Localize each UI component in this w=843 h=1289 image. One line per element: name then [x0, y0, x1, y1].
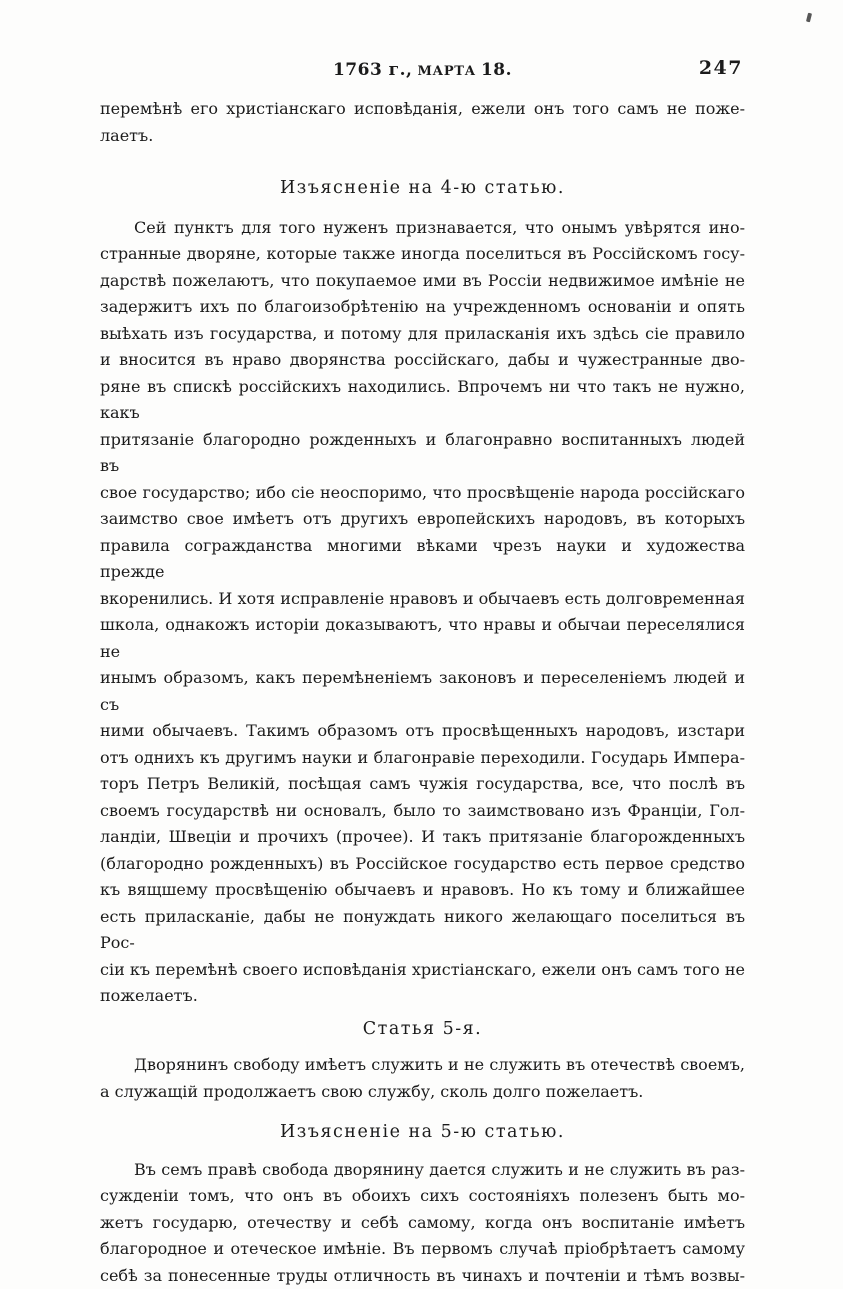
text-line: дарствѣ пожелаютъ, что покупаемое ими въ Россіи недвижимое имѣніе не [100, 268, 745, 295]
text-line: правила согражданства многими вѣками чрезъ науки и художества прежде [100, 533, 745, 586]
text-line: жетъ государю, отечеству и себѣ самому, когда онъ воспитаніе имѣетъ [100, 1210, 745, 1237]
text-line: торъ Петръ Великій, посѣщая самъ чужія государства, все, что послѣ въ [100, 771, 745, 798]
section-heading-explanation-article-4: Изъясненіе на 4-ю статью. [100, 175, 745, 202]
text-line: странные дворяне, которые также иногда поселиться въ Россійскомъ госу- [100, 241, 745, 268]
paragraph-explanation-article-4 [100, 215, 745, 1010]
text-line: и вносится въ нраво дворянства россійскаго, дабы и чужестранные дво- [100, 347, 745, 374]
text-line: есть приласканіе, дабы не понуждать никого желающаго поселиться въ Рос- [100, 904, 745, 957]
date-day: 18. [481, 60, 512, 80]
text-line: заимство свое имѣетъ отъ другихъ европейскихъ народовъ, въ которыхъ [100, 506, 745, 533]
text-line: свое государство; ибо сіе неоспоримо, что просвѣщеніе народа россійскаго [100, 480, 745, 507]
text-line: вкоренились. И хотя исправленіе нравовъ и обычаевъ есть долговременная [100, 586, 745, 613]
page-body-text [100, 96, 745, 1289]
text-line: благородное и отеческое имѣніе. Въ первомъ случаѣ пріобрѣтаетъ самому [100, 1236, 745, 1263]
paragraph-continuation [100, 96, 745, 149]
text-line: пожелаетъ. [100, 983, 745, 1010]
text-line: ряне въ спискѣ россійскихъ находились. Впрочемъ ни что такъ не нужно, какъ [100, 374, 745, 427]
text-line: къ вящшему просвѣщенію обычаевъ и нравовъ. Но къ тому и ближайшее [100, 877, 745, 904]
date-year: 1763 г., [333, 60, 413, 80]
text-line: а служащій продолжаетъ свою службу, сколь долго пожелаетъ. [100, 1079, 745, 1106]
running-head-date [100, 60, 745, 80]
paragraph-article-5 [100, 1052, 745, 1105]
section-heading-article-5: Статья 5-я. [100, 1016, 745, 1043]
page-number: 247 [699, 57, 743, 79]
text-line: ландіи, Швеціи и прочихъ (прочее). И такъ притязаніе благорожденныхъ [100, 824, 745, 851]
text-line: своемъ государствѣ ни основалъ, было то заимствовано изъ Франціи, Гол- [100, 798, 745, 825]
text-line: Сей пунктъ для того нуженъ признавается, что онымъ увѣрятся ино- [100, 215, 745, 242]
text-line: школа, однакожъ исторіи доказываютъ, что нравы и обычаи переселялися не [100, 612, 745, 665]
text-line: Въ семъ правѣ свобода дворянину дается служить и не служить въ раз- [100, 1157, 745, 1184]
text-line: перемѣнѣ его христіанскаго исповѣданія, ежели онъ того самъ не поже- [100, 96, 745, 123]
text-line: инымъ образомъ, какъ перемѣненіемъ законовъ и переселеніемъ людей и съ [100, 665, 745, 718]
text-line: сіи къ перемѣнѣ своего исповѣданія христіанскаго, ежели онъ самъ того не [100, 957, 745, 984]
text-line: задержитъ ихъ по благоизобрѣтенію на учрежденномъ основаніи и опять [100, 294, 745, 321]
text-line: лаетъ. [100, 123, 745, 150]
section-heading-explanation-article-5: Изъясненіе на 5-ю статью. [100, 1119, 745, 1146]
text-line: себѣ за понесенные труды отличность въ чинахъ и почтеніи и тѣмъ возвы- [100, 1263, 745, 1289]
page-header [100, 60, 745, 86]
text-line: Дворянинъ свободу имѣетъ служить и не служить въ отечествѣ своемъ, [100, 1052, 745, 1079]
text-line: притязаніе благородно рожденныхъ и благонравно воспитанныхъ людей въ [100, 427, 745, 480]
paragraph-explanation-article-5 [100, 1157, 745, 1289]
text-line: ними обычаевъ. Такимъ образомъ отъ просвѣщенныхъ народовъ, изстари [100, 718, 745, 745]
date-month: МАРТА [417, 64, 476, 79]
scan-speck-artifact [806, 13, 812, 23]
text-line: отъ однихъ къ другимъ науки и благонравіе переходили. Государь Импера- [100, 745, 745, 772]
text-line: сужденіи томъ, что онъ въ обоихъ сихъ состояніяхъ полезенъ быть мо- [100, 1183, 745, 1210]
text-line: (благородно рожденныхъ) въ Россійское государство есть первое средство [100, 851, 745, 878]
text-line: выѣхать изъ государства, и потому для приласканія ихъ здѣсь сіе правило [100, 321, 745, 348]
